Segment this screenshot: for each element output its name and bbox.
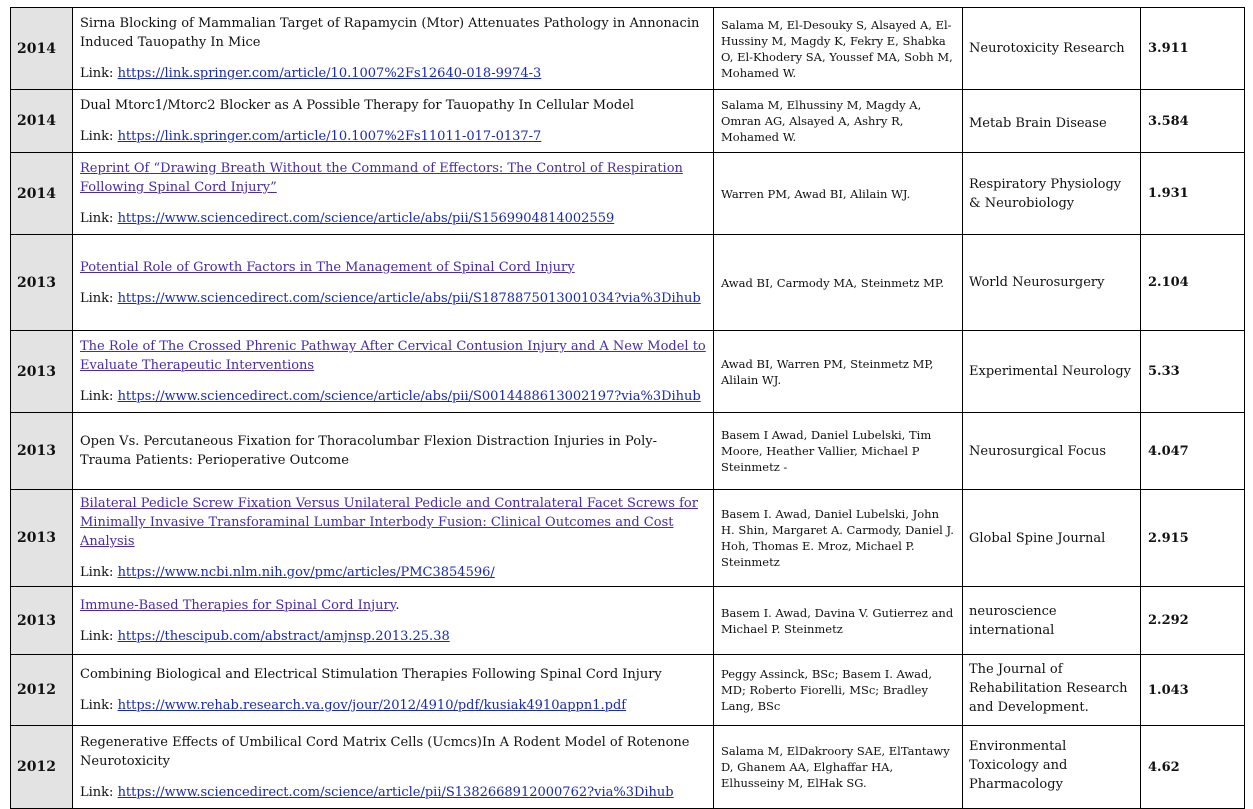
paper-title: Regenerative Effects of Umbilical Cord Matrix Cells (Ucmcs)In A Rodent Model of Rotenone Neurotoxicity [80, 734, 690, 769]
title-cell [73, 331, 714, 413]
table-row [11, 655, 1245, 726]
year-cell: 2012 [11, 726, 73, 809]
paper-link[interactable]: https://www.sciencedirect.com/science/article/abs/pii/S1569904814002559 [117, 211, 615, 226]
authors-cell: Warren PM, Awad BI, Alilain WJ. [714, 153, 963, 235]
paper-title-link[interactable]: Potential Role of Growth Factors in The Management of Spinal Cord Injury [80, 259, 575, 275]
year-cell: 2013 [11, 331, 73, 413]
year-cell: 2013 [11, 413, 73, 490]
title-cell [73, 235, 714, 331]
impact-factor-cell: 2.915 [1141, 490, 1245, 587]
link-label: Link: [80, 66, 114, 81]
year-cell: 2012 [11, 655, 73, 726]
paper-link[interactable]: https://link.springer.com/article/10.1007%2Fs12640-018-9974-3 [117, 66, 542, 81]
table-row [11, 490, 1245, 587]
table-row [11, 587, 1245, 655]
journal-cell: Neurosurgical Focus [963, 413, 1141, 490]
year-cell: 2013 [11, 490, 73, 587]
link-label: Link: [80, 129, 114, 144]
paper-link[interactable]: https://link.springer.com/article/10.1007%2Fs11011-017-0137-7 [117, 129, 542, 144]
impact-factor-cell: 3.584 [1141, 90, 1245, 153]
impact-factor-cell: 1.043 [1141, 655, 1245, 726]
table-row [11, 8, 1245, 90]
paper-title: Combining Biological and Electrical Stimulation Therapies Following Spinal Cord Injury [80, 667, 662, 682]
journal-cell: Environmental Toxicology and Pharmacology [963, 726, 1141, 809]
title-cell [73, 413, 714, 490]
table-row [11, 235, 1245, 331]
table-row [11, 413, 1245, 490]
year-cell: 2014 [11, 90, 73, 153]
paper-link[interactable]: https://thescipub.com/abstract/amjnsp.2013.25.38 [117, 628, 450, 644]
link-label: Link: [80, 784, 114, 800]
paper-title-link[interactable]: The Role of The Crossed Phrenic Pathway After Cervical Contusion Injury and A New Model to Evaluate Therapeutic Interventions [80, 339, 706, 373]
paper-title: Open Vs. Percutaneous Fixation for Thoracolumbar Flexion Distraction Injuries in Poly-Trauma Patients: Perioperative Outcome [80, 434, 657, 468]
paper-title: Dual Mtorc1/Mtorc2 Blocker as A Possible Therapy for Tauopathy In Cellular Model [80, 98, 635, 113]
journal-cell: Global Spine Journal [963, 490, 1141, 587]
link-label: Link: [80, 290, 114, 306]
paper-link[interactable]: https://www.rehab.research.va.gov/jour/2012/4910/pdf/kusiak4910appn1.pdf [117, 698, 627, 713]
authors-cell: Awad BI, Carmody MA, Steinmetz MP. [714, 235, 963, 331]
authors-cell: Basem I. Awad, Davina V. Gutierrez and Michael P. Steinmetz [714, 587, 963, 655]
title-cell [73, 587, 714, 655]
link-label: Link: [80, 565, 114, 580]
link-label: Link: [80, 698, 114, 713]
impact-factor-cell: 4.62 [1141, 726, 1245, 809]
link-label: Link: [80, 211, 114, 226]
journal-cell: Metab Brain Disease [963, 90, 1141, 153]
table-row [11, 331, 1245, 413]
journal-cell: The Journal of Rehabilitation Research and Development. [963, 655, 1141, 726]
link-label: Link: [80, 628, 114, 644]
impact-factor-cell: 2.104 [1141, 235, 1245, 331]
year-cell: 2014 [11, 153, 73, 235]
title-cell [73, 8, 714, 90]
year-cell: 2014 [11, 8, 73, 90]
paper-title: Sirna Blocking of Mammalian Target of Rapamycin (Mtor) Attenuates Pathology in Annonacin Induced Tauopathy In Mice [80, 16, 700, 50]
year-cell: 2013 [11, 587, 73, 655]
authors-cell: Peggy Assinck, BSc; Basem I. Awad, MD; Roberto Fiorelli, MSc; Bradley Lang, BSc [714, 655, 963, 726]
paper-link[interactable]: https://www.ncbi.nlm.nih.gov/pmc/articles/PMC3854596/ [117, 565, 495, 580]
paper-title-link[interactable]: Reprint Of “Drawing Breath Without the Command of Effectors: The Control of Respiration Following Spinal Cord Injury” [80, 161, 683, 195]
impact-factor-cell: 3.911 [1141, 8, 1245, 90]
table-row [11, 153, 1245, 235]
journal-cell: Experimental Neurology [963, 331, 1141, 413]
authors-cell: Salama M, Elhussiny M, Magdy A, Omran AG, Alsayed A, Ashry R, Mohamed W. [714, 90, 963, 153]
authors-cell: Salama M, ElDakroory SAE, ElTantawy D, Ghanem AA, Elghaffar HA, Elhusseiny M, ElHak SG. [714, 726, 963, 809]
link-label: Link: [80, 389, 114, 404]
year-cell: 2013 [11, 235, 73, 331]
authors-cell: Awad BI, Warren PM, Steinmetz MP, Alilain WJ. [714, 331, 963, 413]
paper-link[interactable]: https://www.sciencedirect.com/science/article/abs/pii/S1878875013001034?via%3Dihub [117, 290, 701, 306]
table-row [11, 90, 1245, 153]
title-cell [73, 726, 714, 809]
table-row [11, 726, 1245, 809]
paper-link[interactable]: https://www.sciencedirect.com/science/article/pii/S1382668912000762?via%3Dihub [117, 784, 674, 800]
title-cell [73, 153, 714, 235]
journal-cell: Neurotoxicity Research [963, 8, 1141, 90]
title-suffix: . [395, 597, 400, 613]
title-cell [73, 90, 714, 153]
journal-cell: World Neurosurgery [963, 235, 1141, 331]
authors-cell: Basem I Awad, Daniel Lubelski, Tim Moore, Heather Vallier, Michael P Steinmetz - [714, 413, 963, 490]
paper-link[interactable]: https://www.sciencedirect.com/science/article/abs/pii/S0014488613002197?via%3Dihub [117, 389, 701, 404]
paper-title-link[interactable]: Immune-Based Therapies for Spinal Cord Injury [80, 597, 396, 613]
impact-factor-cell: 4.047 [1141, 413, 1245, 490]
journal-cell: neuroscience international [963, 587, 1141, 655]
journal-cell: Respiratory Physiology & Neurobiology [963, 153, 1141, 235]
impact-factor-cell: 5.33 [1141, 331, 1245, 413]
impact-factor-cell: 1.931 [1141, 153, 1245, 235]
publications-table [10, 7, 1245, 809]
authors-cell: Salama M, El-Desouky S, Alsayed A, El-Hussiny M, Magdy K, Fekry E, Shabka O, El-Khodery SA, Youssef MA, Sobh M, Mohamed W. [714, 8, 963, 90]
impact-factor-cell: 2.292 [1141, 587, 1245, 655]
authors-cell: Basem I. Awad, Daniel Lubelski, John H. Shin, Margaret A. Carmody, Daniel J. Hoh, Thomas E. Mroz, Michael P. Steinmetz [714, 490, 963, 587]
title-cell [73, 490, 714, 587]
paper-title-link[interactable]: Bilateral Pedicle Screw Fixation Versus Unilateral Pedicle and Contralateral Facet Screws for Minimally Invasive Transforaminal Lumbar Interbody Fusion: Clinical Outcomes and Cost Analysis [80, 496, 698, 549]
title-cell [73, 655, 714, 726]
